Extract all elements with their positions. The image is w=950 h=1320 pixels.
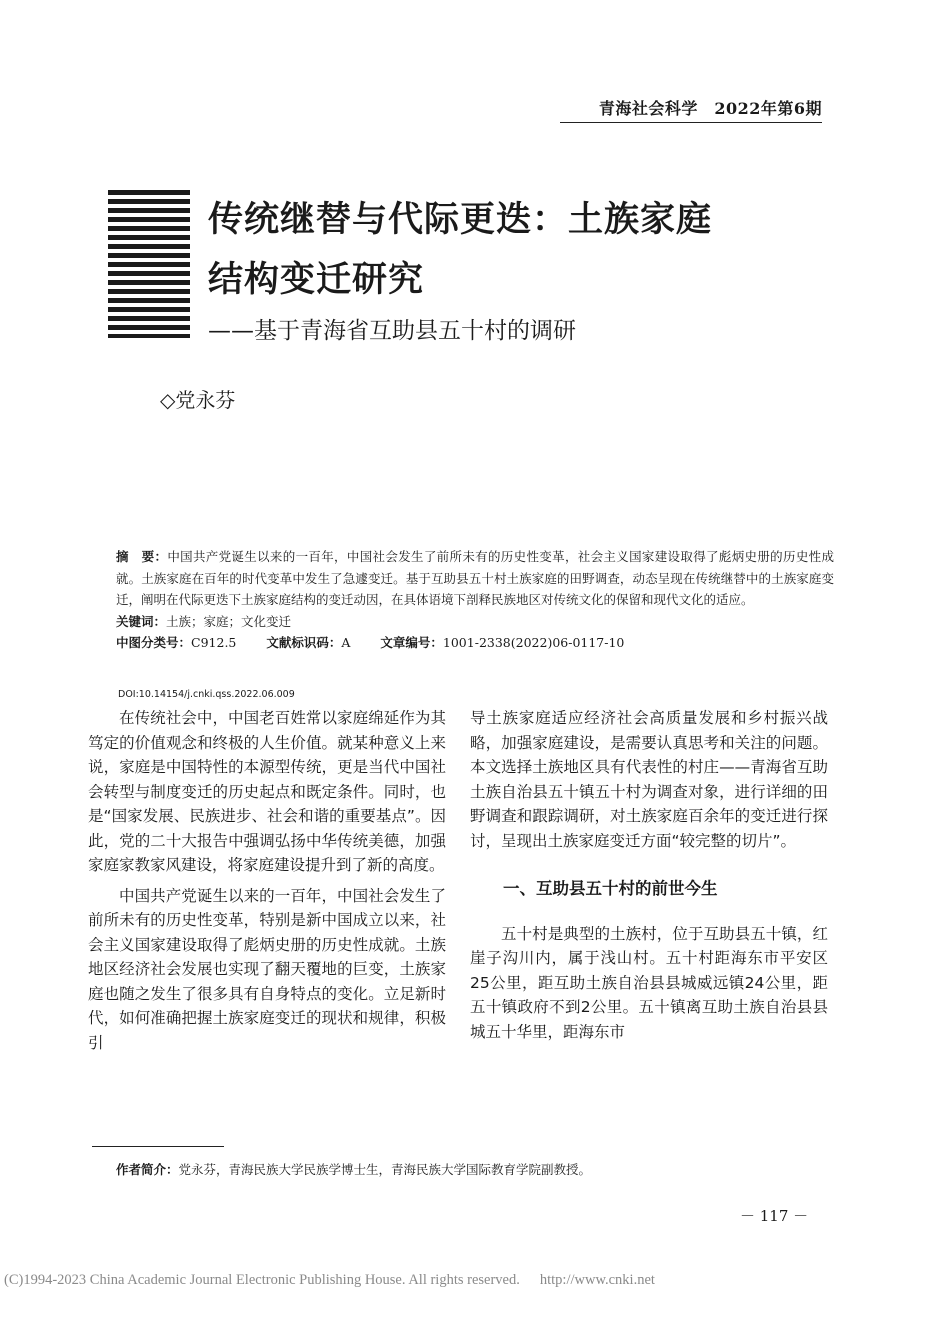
classification-line	[116, 632, 834, 654]
article-title-line-2: 结构变迁研究	[208, 260, 425, 300]
author-footnote-text: 党永芬，青海民族大学民族学博士生，青海民族大学国际教育学院副教授。	[178, 1162, 592, 1177]
journal-header: 青海社会科学 2022年第6期	[560, 96, 822, 123]
section-heading: 一、互助县五十村的前世今生	[503, 879, 718, 898]
copyright-text: (C)1994-2023 China Academic Journal Electronic Publishing House. All rights reserved.	[4, 1272, 520, 1288]
doi: DOI:10.14154/j.cnki.qss.2022.06.009	[118, 689, 295, 700]
clc-label: 中图分类号：	[116, 635, 192, 650]
body-paragraph: 导土族家庭适应经济社会高质量发展和乡村振兴战略，加强家庭建设，是需要认真思考和关注的问题。本文选择土族地区具有代表性的村庄——青海省互助土族自治县五十镇五十村为调查对象，进行详细的田野调查和跟踪调研，对土族家庭百余年的变迁进行探讨，呈现出土族家庭变迁方面“较完整的切片”。	[470, 709, 828, 850]
author-name: ◇党永芬	[160, 388, 236, 412]
doc-code-label: 文献标识码：	[266, 635, 342, 650]
keywords-label: 关键词：	[116, 613, 167, 629]
article-title-line-1: 传统继替与代际更迭：土族家庭	[208, 200, 713, 240]
keywords-text: 土族；家庭；文化变迁	[166, 613, 292, 629]
decorative-stripe-block	[108, 190, 190, 338]
body-paragraph: 五十村是典型的土族村，位于互助县五十镇，红崖子沟川内，属于浅山村。五十村距海东市平安区25公里，距互助土族自治县县城威远镇24公里，距五十镇政府不到2公里。五十镇离互助土族自治县县城五十华里，距海东市	[470, 924, 828, 1041]
abstract	[116, 546, 834, 611]
body-column-right	[470, 706, 828, 1050]
doc-code-value: A	[341, 635, 351, 650]
keywords	[116, 611, 834, 633]
article-subtitle: ——基于青海省互助县五十村的调研	[208, 318, 576, 344]
article-number-label: 文章编号：	[380, 635, 443, 650]
abstract-label: 摘 要：	[116, 549, 168, 564]
footnote-rule	[92, 1146, 224, 1147]
article-number-value: 1001-2338(2022)06-0117-10	[442, 635, 625, 650]
abstract-text: 中国共产党诞生以来的一百年，中国社会发生了前所未有的历史性变革，社会主义国家建设取得了彪炳史册的历史性成就。土族家庭在百年的时代变革中发生了急遽变迁。基于互助县五十村土族家庭的田野调查，动态呈现在传统继替中的土族家庭变迁，阐明在代际更迭下土族家庭结构的变迁动因，在具体语境下剖释民族地区对传统文化的保留和现代文化的适应。	[116, 549, 834, 607]
cnki-link[interactable]: http://www.cnki.net	[539, 1272, 655, 1288]
clc-value: C912.5	[191, 635, 237, 650]
abstract-block	[116, 546, 834, 654]
body-paragraph: 在传统社会中，中国老百姓常以家庭绵延作为其笃定的价值观念和终极的人生价值。就某种意义上来说，家庭是中国特性的本源型传统，更是当代中国社会转型与制度变迁的历史起点和既定条件。同时，也是“国家发展、民族进步、社会和谐的重要基点”。因此，党的二十大报告中强调弘扬中华传统美德，加强家庭家教家风建设，将家庭建设提升到了新的高度。	[88, 709, 446, 874]
page-number: － 117 －	[740, 1207, 809, 1225]
author-footnote	[116, 1160, 591, 1178]
author-footnote-label: 作者简介：	[116, 1162, 179, 1177]
copyright-line	[4, 1272, 946, 1289]
body-paragraph: 中国共产党诞生以来的一百年，中国社会发生了前所未有的历史性变革，特别是新中国成立以来，社会主义国家建设取得了彪炳史册的历史性成就。土族地区经济社会发展也实现了翻天覆地的巨变，土族家庭也随之发生了很多具有自身特点的变化。立足新时代，如何准确把握土族家庭变迁的现状和规律，积极引	[88, 886, 446, 1052]
body-column-left	[88, 706, 446, 1061]
